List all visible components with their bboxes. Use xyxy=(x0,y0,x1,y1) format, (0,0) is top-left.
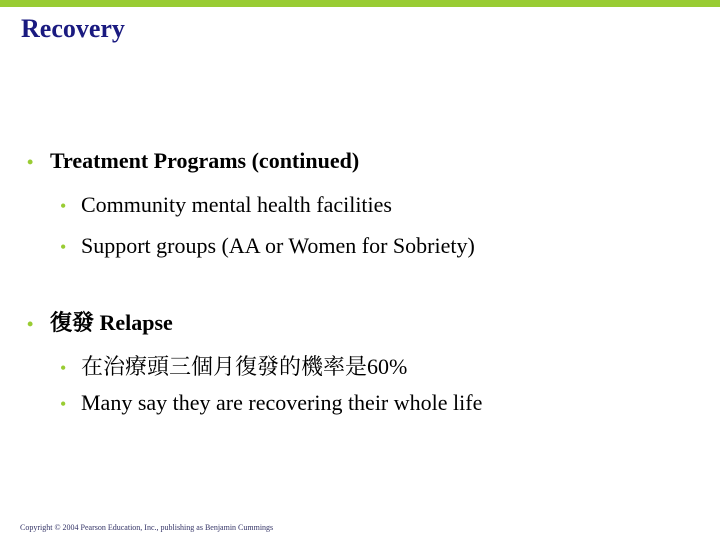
bullet-icon: • xyxy=(60,394,67,414)
copyright-footer: Copyright © 2004 Pearson Education, Inc., publishing as Benjamin Cummings xyxy=(20,523,274,532)
sub-bullet-item-recovering-whole-life xyxy=(60,390,482,416)
bullet-text: Many say they are recovering their whole life xyxy=(81,390,483,415)
sub-bullet-item-community-facilities xyxy=(60,192,392,218)
bullet-text: 在治療頭三個月復發的機率是60% xyxy=(81,354,408,379)
bullet-item-treatment-programs xyxy=(27,148,359,174)
bullet-text: Community mental health facilities xyxy=(81,192,392,217)
bullet-text: 復發 Relapse xyxy=(50,310,173,335)
sub-bullet-item-support-groups xyxy=(60,233,475,259)
slide-title: Recovery xyxy=(21,14,125,43)
bullet-icon: • xyxy=(60,237,67,257)
bullet-text: Treatment Programs (continued) xyxy=(50,148,360,173)
accent-bar xyxy=(0,0,720,7)
bullet-text: Support groups (AA or Women for Sobriety) xyxy=(81,233,475,258)
bullet-icon: • xyxy=(27,314,34,334)
sub-bullet-item-relapse-rate xyxy=(60,350,407,381)
bullet-icon: • xyxy=(27,152,34,172)
bullet-icon: • xyxy=(60,358,67,378)
bullet-icon: • xyxy=(60,196,67,216)
bullet-item-relapse xyxy=(27,306,173,337)
